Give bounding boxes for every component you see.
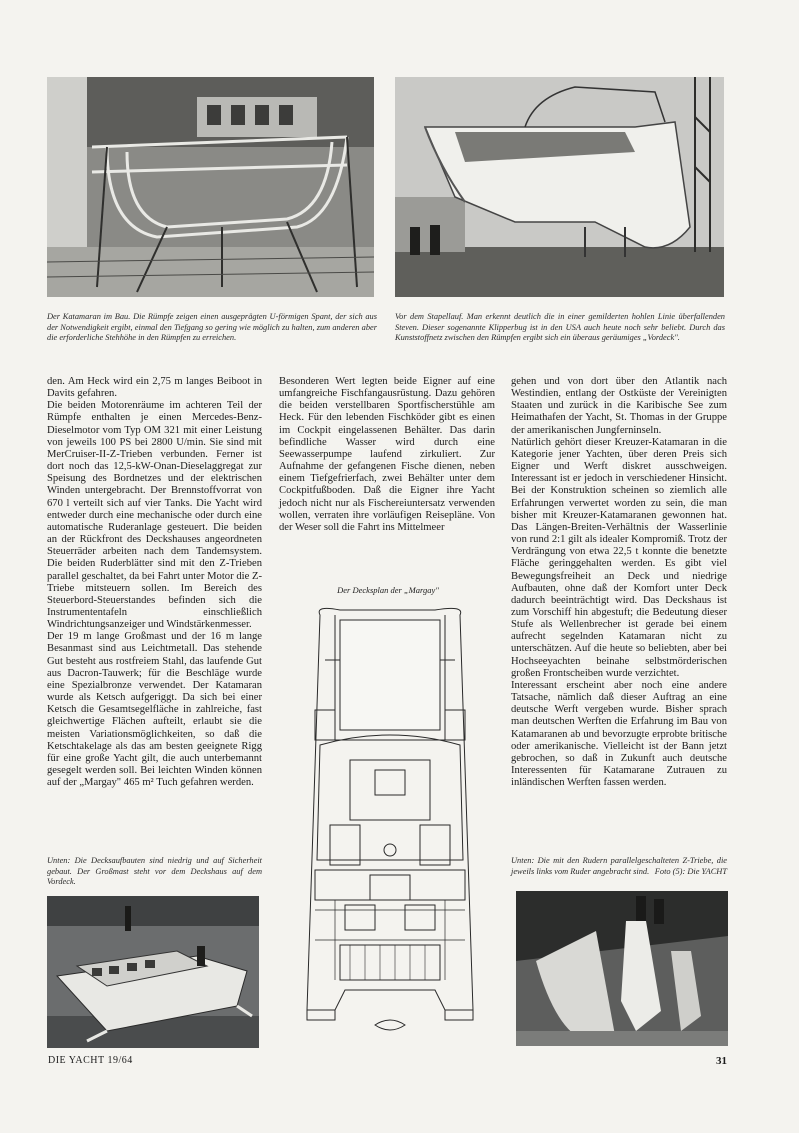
col3-paragraph: gehen und von dort über den Atlantik nach Westindien, entlang der Ostküste der Vereinigten Staaten und zurück in die Karibische See zum Heimathafen der Yacht, St. Thomas in der Gruppe der amerikanischen Jungferninseln.: [511, 376, 727, 436]
col1-paragraph: Die beiden Motorenräume im achteren Teil der Rümpfe enthalten je einen Mercedes-Benz-Dieselmotor vom Typ OM 321 mit einer Leistung von jeweils 100 PS bei 2800 U/min. Sie sind mit MerCruiser-II-Z-Trieben verbunden. Ferner ist dort noch das 12,5-kW-Onan-Dieselaggregat zur Speisung des Bordnetzes und der elektrischen Winden untergebracht. Der Brennstoffvorrat von 670 l verteilt sich auf vier Tanks. Die Yacht wird entweder durch eine mechanische oder durch eine automatische Ruderanlage gesteuert. Die beiden an der Rückfront des Deckshauses angeordneten Steuerräder arbeiten nach dem Tandemsystem. Die beiden Ruderblätter sind mit den Z-Trieben parallel geschaltet, da bei Fahrt unter Motor die Z-Triebe mitsteuern sollen. Im Bereich des Steuerbord-Steuerstandes befinden sich die Instrumententafeln einschließlich Windrichtungsanzeiger und Windstärkenmesser.: [47, 400, 262, 631]
caption-construction: Der Katamaran im Bau. Die Rümpfe zeigen einen ausgeprägten U-förmigen Spant, der sich aus der Notwendigkeit ergibt, einmal den Tiefgang so gering wie möglich zu halten, zum anderen aber die erforderliche Stehhöhe in den Rümpfen zu erreichen.: [47, 312, 377, 343]
photo-z-drives: [516, 891, 728, 1046]
photo-catamaran-construction: [47, 77, 374, 297]
col3-paragraph: Interessant erscheint aber noch eine andere Tatsache, nämlich daß dieser Auftrag an eine deutsche Werft vergeben wurde. Bisher sprach man deutschen Werften die Erfahrung im Bau von Katamaranen ab und bevorzugte erprobte britische oder amerikanische. Vielleicht ist der Bann jetzt gebrochen, so daß in Zukunft auch deutsche Interessenten für Katamarane Zutrauen zu inländischen Werften fassen werden.: [511, 679, 727, 789]
photo-catamaran-on-water: [47, 896, 259, 1048]
photo-before-launch: [395, 77, 724, 297]
text-column-1: [47, 376, 262, 789]
page-number: 31: [716, 1055, 727, 1067]
footer-magazine: DIE YACHT 19/64: [48, 1055, 133, 1066]
caption-z-drives-text: Unten: Die mit den Rudern parallelgeschalteten Z-Triebe, die jeweils links vom Ruder angebracht sind.: [511, 856, 727, 876]
deck-plan-title: Der Decksplan der „Margay": [337, 585, 439, 595]
col2-paragraph: Besonderen Wert legten beide Eigner auf eine umfangreiche Fischfangausrüstung. Dazu gehören die beiden verstellbaren Sportfischerstühle am Heck. Für den lebenden Fischköder gibt es einen im Cockpit eingelassenen Behälter. Das darin befindliche Wasser wird durch eine Seewasserpumpe laufend zirkuliert. Zur Aufnahme der gefangenen Fische dienen, neben einem Tiefgefrierfach, zwei Behälter unter dem Cockpitfußboden. Daß die Eigner ihre Yacht jedoch nicht nur als Fischereiuntersatz verwenden wollen, verraten ihre vorläufigen Reisepläne. Von der Weser soll die Fahrt ins Mittelmeer: [279, 376, 495, 533]
col3-paragraph: Natürlich gehört dieser Kreuzer-Katamaran in die Kategorie jener Yachten, über deren Preis sich Eigner und Werft diskret ausschweigen. Interessant ist er jedoch in verschiedener Hinsicht. Bei der Konstruktion scheinen so ziemlich alle Erfahrungen verwertet worden zu sein, die man bisher mit Kreuzer-Katamaranen gewonnen hat. Das Längen-Breiten-Verhältnis der Wasserlinie von rund 2:1 gilt als idealer Kompromiß. Trotz der Verdrängung von etwa 22,5 t konnte die benetzte Fläche geringgehalten werden. Es gibt viel Bewegungsfreiheit an Deck und niedrige Aufbauten, ohne daß der Komfort unter Deck dadurch beeinträchtigt wird. Das Deckshaus ist zum Vorschiff hin abgestuft; die Bedeutung dieser Stufe als Wellenbrecher ist gerade bei einem aufrecht segelnden Katamaran nicht zu unterschätzen. Auf die heute so beliebten, aber bei Hochseeyachten beinahe selbstmörderischen großen Frontscheiben wurde verzichtet.: [511, 436, 727, 679]
caption-z-drives: [511, 856, 727, 877]
caption-deck-superstructure: Unten: Die Decksaufbauten sind niedrig und auf Sicherheit gebaut. Der Großmast steht vor dem Deckshaus auf dem Vordeck.: [47, 856, 262, 887]
photo-credit: Foto (5): Die YACHT: [654, 866, 727, 876]
deck-plan-drawing: [295, 600, 485, 1045]
caption-before-launch: Vor dem Stapellauf. Man erkennt deutlich die in einer gemilderten hohlen Linie überfallenden Steven. Dieser sogenannte Klipperbug ist in den USA auch heute noch sehr beliebt. Durch das Kunststoffnetz zwischen den Rümpfen ergibt sich ein überaus geräumiges „Vordeck".: [395, 312, 725, 343]
text-column-3: [511, 376, 727, 789]
col1-paragraph: Der 19 m lange Großmast und der 16 m lange Besanmast sind aus Leichtmetall. Das stehende Gut besteht aus rostfreiem Stahl, das laufende Gut aus Dacron-Tauwerk; für die Beschläge wurde eine Spezialbronze verwendet. Der Katamaran wurde als Ketsch aufgeriggt. Da sich bei einer Ketsch die Gesamtsegelfläche in zahlreiche, fast gleichwertige Flächen aufteilt, erlaubt sie die meisten Variationsmöglichkeiten, so daß die Ketschtakelage als das am besten geeignete Rigg für eine große Yacht gilt, die auch unterbemannt gesegelt werden soll. Bei leichten Winden können auf der „Margay" 465 m² Tuch gefahren werden.: [47, 631, 262, 789]
col1-paragraph: den. Am Heck wird ein 2,75 m langes Beiboot in Davits gefahren.: [47, 376, 262, 400]
text-column-2: [279, 376, 495, 534]
